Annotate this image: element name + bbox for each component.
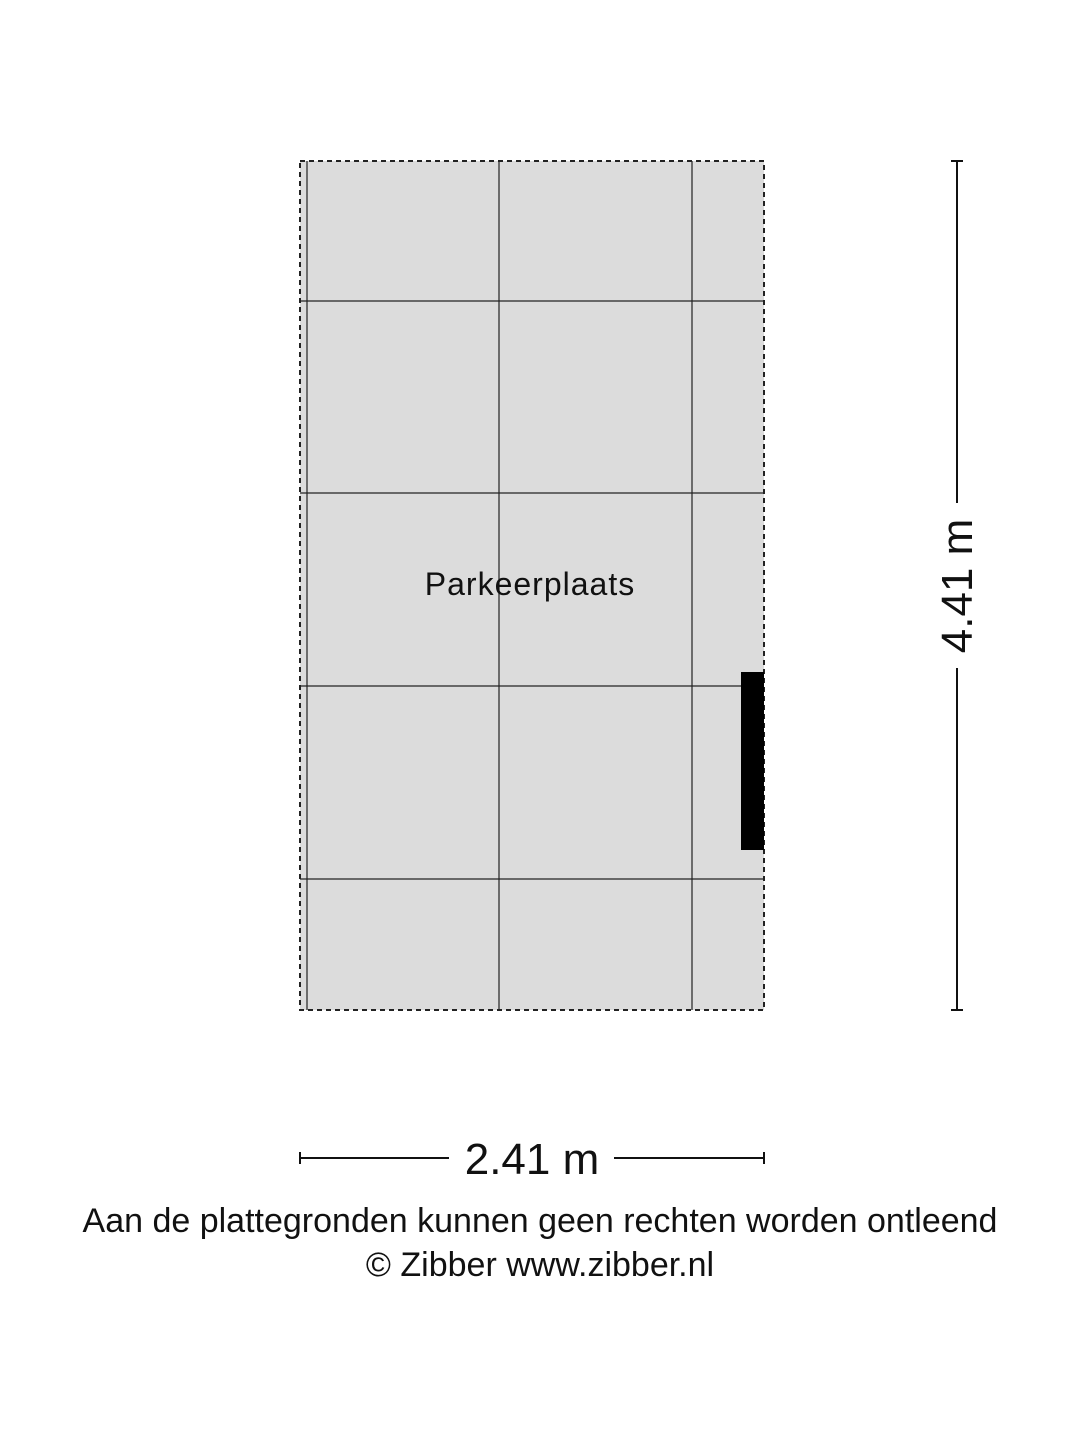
width-label: 2.41 m — [464, 1135, 600, 1184]
disclaimer-text: Aan de plattegronden kunnen geen rechten worden ontleend — [82, 1202, 998, 1240]
wall-segment — [741, 672, 764, 850]
depth-label: 4.41 m — [933, 518, 982, 654]
copyright-text: © Zibber www.zibber.nl — [365, 1246, 715, 1284]
room-label: Parkeerplaats — [424, 566, 636, 602]
